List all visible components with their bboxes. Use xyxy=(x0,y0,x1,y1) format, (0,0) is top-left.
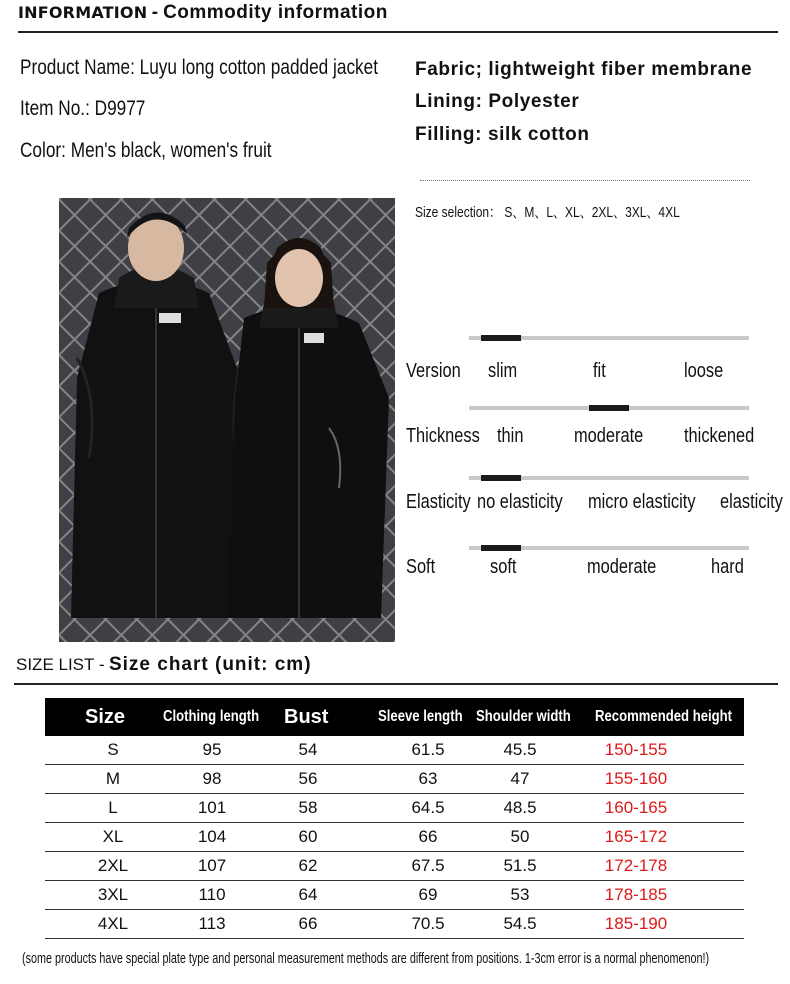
size-table xyxy=(45,698,744,939)
table-cell: 98 xyxy=(202,769,222,788)
section-header xyxy=(18,2,388,24)
table-cell: 3XL xyxy=(97,885,129,904)
table-body xyxy=(45,736,744,939)
scale-marker xyxy=(481,545,521,551)
attribute-option: soft xyxy=(490,556,517,578)
table-cell: 155-160 xyxy=(604,769,668,788)
table-cell: 54.5 xyxy=(503,914,537,933)
table-cell: 178-185 xyxy=(604,885,668,904)
page-title: Commodity information xyxy=(163,2,388,23)
table-cell: M xyxy=(105,769,121,788)
table-cell: 51.5 xyxy=(503,856,537,875)
table-cell: 67.5 xyxy=(411,856,445,875)
table-row xyxy=(45,765,744,794)
table-cell: 50 xyxy=(510,827,530,846)
product-name: Product Name: Luyu long cotton padded jacket xyxy=(20,56,379,79)
table-cell: 172-178 xyxy=(604,856,668,875)
table-cell: 160-165 xyxy=(604,798,668,817)
table-row xyxy=(45,852,744,881)
table-cell: 2XL xyxy=(97,856,129,875)
table-cell: 113 xyxy=(198,914,226,933)
table-cell: 69 xyxy=(418,885,438,904)
item-number: Item No.: D9977 xyxy=(20,97,146,120)
table-cell: 61.5 xyxy=(411,740,445,759)
table-cell: 54 xyxy=(298,740,318,759)
table-row xyxy=(45,736,744,765)
table-row xyxy=(45,881,744,910)
scale-marker xyxy=(481,475,521,481)
table-cell: 58 xyxy=(298,798,318,817)
table-cell: 53 xyxy=(510,885,530,904)
table-cell: 4XL xyxy=(97,914,129,933)
table-cell: S xyxy=(107,740,119,759)
size-selection: Size selection： S、M、L、XL、2XL、3XL、4XL xyxy=(415,204,680,221)
column-header: Clothing length xyxy=(163,708,260,725)
table-cell: 56 xyxy=(298,769,318,788)
product-color: Color: Men's black, women's fruit xyxy=(20,139,272,162)
attribute-label: Soft xyxy=(406,556,436,578)
size-chart-title: Size chart (unit: cm) xyxy=(108,654,312,675)
attribute-option: slim xyxy=(488,360,518,382)
table-cell: 47 xyxy=(510,769,530,788)
table-cell: 60 xyxy=(298,827,318,846)
attribute-option: fit xyxy=(593,360,606,382)
scale-marker xyxy=(589,405,629,411)
attribute-label: Version xyxy=(406,360,461,382)
table-cell: 62 xyxy=(298,856,318,875)
header-dash: - xyxy=(151,2,159,23)
column-header: Bust xyxy=(284,706,329,728)
table-cell: 48.5 xyxy=(503,798,537,817)
attribute-option: elasticity xyxy=(720,491,783,513)
attribute-option: thin xyxy=(497,425,524,447)
table-cell: 45.5 xyxy=(503,740,537,759)
table-cell: XL xyxy=(102,827,124,846)
table-cell: 185-190 xyxy=(604,914,668,933)
table-cell: L xyxy=(108,798,118,817)
product-photo xyxy=(59,198,395,642)
attribute-option: moderate xyxy=(574,425,644,447)
table-header xyxy=(45,698,744,736)
table-cell: 66 xyxy=(418,827,438,846)
information-label: INFORMATION xyxy=(18,3,148,22)
table-row xyxy=(45,910,744,939)
footnote: (some products have special plate type and personal measurement methods are different from positions. 1-3cm error is a normal phenomenon!) xyxy=(22,950,710,967)
column-header: Recommended height xyxy=(595,708,733,725)
header-divider xyxy=(18,31,778,33)
table-cell: 110 xyxy=(198,885,226,904)
table-row xyxy=(45,823,744,852)
column-header: Sleeve length xyxy=(378,708,463,725)
size-list-label: SIZE LIST - xyxy=(16,655,105,674)
column-header: Shoulder width xyxy=(476,708,571,725)
table-cell: 104 xyxy=(197,827,227,846)
size-list-header xyxy=(16,654,312,676)
attribute-option: micro elasticity xyxy=(588,491,696,513)
attribute-option: no elasticity xyxy=(477,491,563,513)
attribute-option: loose xyxy=(684,360,724,382)
table-cell: 70.5 xyxy=(411,914,445,933)
table-cell: 150-155 xyxy=(604,740,668,759)
table-cell: 66 xyxy=(298,914,318,933)
lining-info: Lining: Polyester xyxy=(415,91,580,112)
table-cell: 63 xyxy=(418,769,438,788)
attribute-label: Thickness xyxy=(406,425,480,447)
table-cell: 64 xyxy=(298,885,318,904)
filling-info: Filling: silk cotton xyxy=(415,124,590,145)
table-cell: 101 xyxy=(197,798,227,817)
attribute-option: hard xyxy=(711,556,744,578)
dotted-divider xyxy=(420,180,750,181)
table-cell: 64.5 xyxy=(411,798,445,817)
table-row xyxy=(45,794,744,823)
column-header: Size xyxy=(85,706,126,728)
attribute-option: thickened xyxy=(684,425,755,447)
size-list-divider xyxy=(14,683,778,685)
attribute-option: moderate xyxy=(587,556,657,578)
scale-marker xyxy=(481,335,521,341)
attribute-label: Elasticity xyxy=(406,491,471,513)
table-cell: 107 xyxy=(197,856,227,875)
table-cell: 95 xyxy=(202,740,222,759)
fabric-info: Fabric; lightweight fiber membrane xyxy=(415,59,753,80)
table-cell: 165-172 xyxy=(604,827,668,846)
